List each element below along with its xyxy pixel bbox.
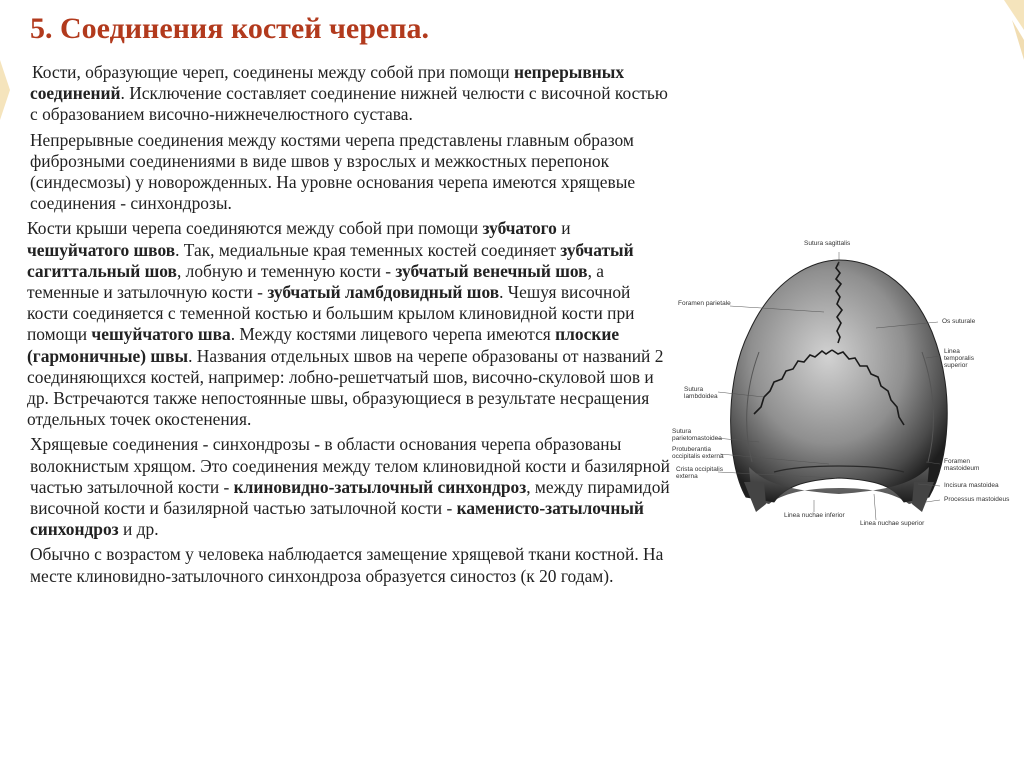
mastoid-right [912,482,934,512]
label-protuberantia: Protuberantia occipitalis externa [672,446,724,460]
label-sutura-lambdoidea: Sutura lambdoidea [684,386,718,400]
text-run: , лобную и теменную кости - [176,260,396,281]
text-run: Обычно с возрастом у человека наблюдается замещение хрящевой ткани костной. На месте клиновидно-затылочного синхондроза образуется синостоз (к 20 годам). [30,544,664,586]
text-run: , между пирамидой височной кости и базилярной частью затылочной кости - [30,476,670,519]
text-run: и [556,218,571,239]
label-crista: Crista occipitalis externa [676,466,723,480]
bold-term: зубчатый сагиттальный шов [27,239,634,281]
bold-term: чешуйчатого швов [27,239,176,260]
slide-title: 5. Соединения костей черепа. [30,12,430,45]
label-foramen-parietale: Foramen parietale [678,300,731,307]
text-run: Кости, образующие череп, соединены между собой при помощи [32,62,514,82]
bold-term: клиновидно-затылочный синхондроз [233,476,527,497]
text-run: , а теменные и затылочную кости - [27,260,604,303]
label-linea-temporalis: Linea temporalis superior [944,348,974,369]
label-os-suturale: Os suturale [942,318,976,325]
text-run: Непрерывные соединения между костями черепа представлены главным образом фиброзными соединениями в виде швов у взрослых и межкостных перепонок (синдесмозы) у новорожденных. На уровне основания черепа имеются хрящевые соединения - синхондрозы. [30,129,636,214]
bold-term: плоские (гармоничные) швы [27,324,620,366]
label-sutura-parietomastoidea: Sutura parietomastoidea [672,428,722,442]
decorative-corner [994,0,1024,100]
decorative-left-accent [0,60,10,120]
label-incisura-mastoidea: Incisura mastoidea [944,482,999,489]
bold-term: зубчатый ламбдовидный шов [267,282,500,303]
paragraph [30,434,670,540]
bold-term: непрерывных соединений [30,62,625,104]
text-run: Хрящевые соединения - синхондрозы - в области основания черепа образованы волокнистым хрящом. Это соединения между телом клиновидной кости и базилярной частью затылочной кости - [30,434,670,497]
bold-term: зубчатый венечный шов [395,260,588,281]
text-run: Кости крыши черепа соединяются между собой при помощи [27,218,483,239]
text-run: . Чешуя височной кости соединяется с теменной костью и большим крылом клиновидной кости при помощи [27,282,635,345]
text-run: . Так, медиальные края теменных костей соединяет [175,239,561,260]
label-foramen-mastoideum: Foramen mastoideum [944,458,980,472]
label-linea-nuchae-superior: Linea nuchae superior [860,520,925,527]
skull-illustration [664,232,1014,532]
bold-term: зубчатого [482,218,557,239]
label-linea-nuchae-inferior: Linea nuchae inferior [784,512,845,519]
bold-term: каменисто-затылочный синхондроз [30,498,644,540]
text-run: и др. [118,519,159,540]
body-text [27,62,670,591]
label-sutura-sagittalis: Sutura sagittalis [804,240,851,247]
text-run: . Исключение составляет соединение нижней челюсти с височной костью с образованием височно-нижнечелюстного сустава. [30,83,668,125]
text-run: . Между костями лицевого черепа имеются [230,324,556,345]
label-processus-mastoideus: Processus mastoideus [944,496,1010,503]
paragraph [27,218,670,430]
paragraph [30,130,670,215]
text-run: . Названия отдельных швов на черепе образованы от названий 2 соединяющихся костей, например: лобно-решетчатый шов, височно-скуловой шов и др. Встречаются также непостоянные швы, образующиеся в результате несращения отдельных точек окостенения. [27,345,664,430]
bold-term: чешуйчатого шва [91,324,231,345]
paragraph [30,62,670,126]
paragraph [30,544,670,586]
